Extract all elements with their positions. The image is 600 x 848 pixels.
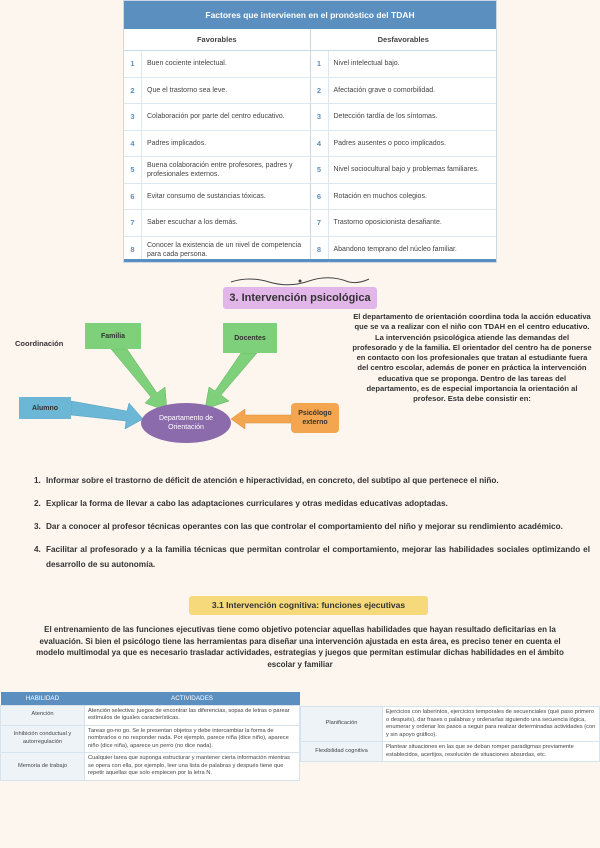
column-header-habilidad: HABILIDAD (1, 692, 85, 705)
factor-text: Afectación grave o comorbilidad. (333, 86, 436, 94)
factor-text: Rotación en muchos colegios. (333, 192, 427, 200)
habilidad-cell: Memoria de trabajo (1, 753, 85, 781)
actividades-cell: Cualquier tarea que suponga estructurar y mantener cierta información mientras se opera con ella, por ejemplo, leer una lista de palabras y después tiene que repetir aquellas que solo empiecen por la letra N. (85, 753, 300, 781)
section-title: 3. Intervención psicológica (223, 287, 377, 309)
decorative-swirl-divider (229, 276, 371, 286)
orientation-tasks-list (34, 473, 590, 580)
coordination-diagram (7, 311, 347, 453)
column-header-actividades: ACTIVIDADES (85, 692, 300, 705)
row-number: 6 (124, 184, 142, 210)
desfavorable-cell (311, 104, 497, 130)
list-item (34, 542, 590, 572)
list-item (34, 496, 590, 511)
row-number: 2 (311, 78, 329, 104)
favorable-cell (124, 131, 311, 157)
list-item-text: Dar a conocer al profesor técnicas operantes con las que controlar el comportamiento del niño y mejorar su rendimiento académico. (46, 522, 563, 531)
actividades-cell: Atención selectiva: juegos de encontrar las diferencias, sopas de letras o parear estímulos de iguales características. (85, 705, 300, 725)
factors-table-title: Factores que intervienen en el pronóstico del TDAH (124, 1, 496, 29)
favorable-cell (124, 51, 311, 77)
desfavorable-cell (311, 157, 497, 183)
factor-text: Saber escuchar a los demás. (147, 219, 238, 227)
table-row (301, 742, 600, 762)
familia-box: Familia (85, 323, 141, 349)
arrow-familia (111, 349, 167, 411)
row-number: 8 (311, 237, 329, 264)
table-row (124, 78, 496, 105)
desfavorable-cell (311, 78, 497, 104)
favorable-cell (124, 78, 311, 104)
row-number: 3 (124, 104, 142, 130)
arrow-alumno (71, 401, 143, 429)
habilidad-cell: Inhibición conductual y autorregulación (1, 725, 85, 753)
table-row (1, 725, 300, 753)
actividades-cell: Tareas go-no go. Se le presentan objetos y debe intercambiar la forma de nombrarlos o no responder nada. Por ejemplo, parece niña (dice niño), aparece niño (dice niña), aparece un perro (no dice nada). (85, 725, 300, 753)
list-item-number: 3. (34, 522, 41, 531)
list-item (34, 473, 590, 488)
row-number: 4 (124, 131, 142, 157)
factor-text: Abandono temprano del núcleo familiar. (333, 246, 457, 254)
list-item-number: 2. (34, 499, 41, 508)
intro-paragraph: El departamento de orientación coordina toda la acción educativa que se va a realizar con el niño con TDAH en el centro educativo. La intervención psicológica atiende las demandas del profesorado y de la familia. El orientador del centro ha de ponerse en contacto con los profesionales que tratan al estudiante fuera del centro escolar, además de poner en práctica la intervención educativa que se proponga. Dentro de las tareas del departamento, es de especial importancia la orientación al profesor. Esta debe consistir en: (352, 312, 592, 404)
arrow-docentes (205, 353, 257, 409)
row-number: 1 (124, 51, 142, 77)
list-item-text: Facilitar al profesorado y a la familia técnicas que permitan controlar el comportamiento, mejorar las habilidades sociales optimizando el desarrollo de su autonomía. (46, 545, 590, 569)
arrow-psicologo (231, 409, 291, 429)
subsection-title: 3.1 Intervención cognitiva: funciones ejecutivas (189, 596, 428, 615)
skills-table-left (0, 692, 300, 781)
favorable-cell (124, 184, 311, 210)
row-number: 7 (124, 210, 142, 236)
list-item-number: 1. (34, 476, 41, 485)
factor-text: Padres implicados. (147, 139, 207, 147)
table-row (124, 51, 496, 78)
alumno-box: Alumno (19, 397, 71, 419)
habilidad-cell: Atención (1, 705, 85, 725)
factor-text: Conocer la existencia de un nivel de competencia para cada persona. (147, 241, 302, 258)
table-bottom-bar (124, 259, 496, 262)
favorable-cell (124, 210, 311, 236)
factors-table-header (124, 29, 496, 51)
habilidad-cell: Flexibilidad cognitiva (301, 742, 383, 762)
favorable-cell (124, 157, 311, 183)
list-item-text: Informar sobre el trastorno de déficit de atención e hiperactividad, en concreto, del subtipo al que pertenece el niño. (46, 476, 499, 485)
factor-text: Evitar consumo de sustancias tóxicas. (147, 192, 266, 200)
row-number: 7 (311, 210, 329, 236)
factor-text: Padres ausentes o poco implicados. (333, 139, 446, 147)
factor-text: Nivel intelectual bajo. (333, 60, 400, 68)
actividades-cell: Plantear situaciones en las que se deban romper paradigmas previamente establecidos, acertijos, resolución de situaciones absurdas, etc. (383, 742, 600, 762)
docentes-box: Docentes (223, 323, 277, 353)
factor-text: Colaboración por parte del centro educativo. (147, 113, 285, 121)
row-number: 6 (311, 184, 329, 210)
factors-table-body (124, 51, 496, 263)
table-row (1, 705, 300, 725)
table-row (124, 184, 496, 211)
table-row (124, 210, 496, 237)
departamento-orientacion-oval: Departamento de Orientación (141, 403, 231, 443)
table-row (301, 707, 600, 742)
row-number: 2 (124, 78, 142, 104)
column-header-desfavorables: Desfavorables (377, 35, 429, 44)
row-number: 5 (311, 157, 329, 183)
skills-table-right (300, 706, 600, 762)
actividades-cell: Ejercicios con laberintos, ejercicios temporales de secuenciales (qué paso primero o después), dar frases o palabras y ordenarlas siguiendo una secuencia lógica, enumerar y ordenar los pasos a seguir para realizar determinadas actividades (con y sin apoyo gráfico). (383, 707, 600, 742)
factor-text: Trastorno oposicionista desafiante. (333, 219, 442, 227)
factor-text: Que el trastorno sea leve. (147, 86, 228, 94)
coordination-label: Coordinación (15, 339, 64, 348)
psicologo-box: Psicólogo externo (291, 403, 339, 433)
list-item-text: Explicar la forma de llevar a cabo las adaptaciones curriculares y otras medidas educativas adoptadas. (46, 499, 448, 508)
desfavorable-cell (311, 210, 497, 236)
factor-text: Nivel sociocultural bajo y problemas familiares. (333, 166, 480, 174)
table-row (124, 131, 496, 158)
row-number: 4 (311, 131, 329, 157)
row-number: 1 (311, 51, 329, 77)
factor-text: Buen cociente intelectual. (147, 60, 227, 68)
habilidad-cell: Planificación (301, 707, 383, 742)
row-number: 3 (311, 104, 329, 130)
factor-text: Buena colaboración entre profesores, padres y profesionales externos. (147, 161, 293, 178)
factors-table (123, 0, 497, 263)
list-item (34, 519, 590, 534)
favorable-cell (124, 104, 311, 130)
factor-text: Detección tardía de los síntomas. (333, 113, 438, 121)
desfavorable-cell (311, 184, 497, 210)
row-number: 5 (124, 157, 142, 183)
column-header-favorables: Favorables (124, 29, 311, 50)
table-row (124, 104, 496, 131)
desfavorable-cell (311, 131, 497, 157)
table-row (124, 157, 496, 184)
table-row (1, 753, 300, 781)
desfavorable-cell (311, 51, 497, 77)
executive-functions-paragraph: El entrenamiento de las funciones ejecutivas tiene como objetivo potenciar aquellas habilidades que hayan resultado deficitarias en la evaluación. Si bien el psicólogo tiene las herramientas para diseñar una intervención ajustada en esta área, es preciso tener en cuenta el modelo multimodal ya que es necesario trasladar actividades, estrategias y juegos que permitan estimular dichas habilidades en el ámbito escolar y familiar (36, 625, 564, 669)
row-number: 8 (124, 237, 142, 264)
list-item-number: 4. (34, 545, 41, 554)
